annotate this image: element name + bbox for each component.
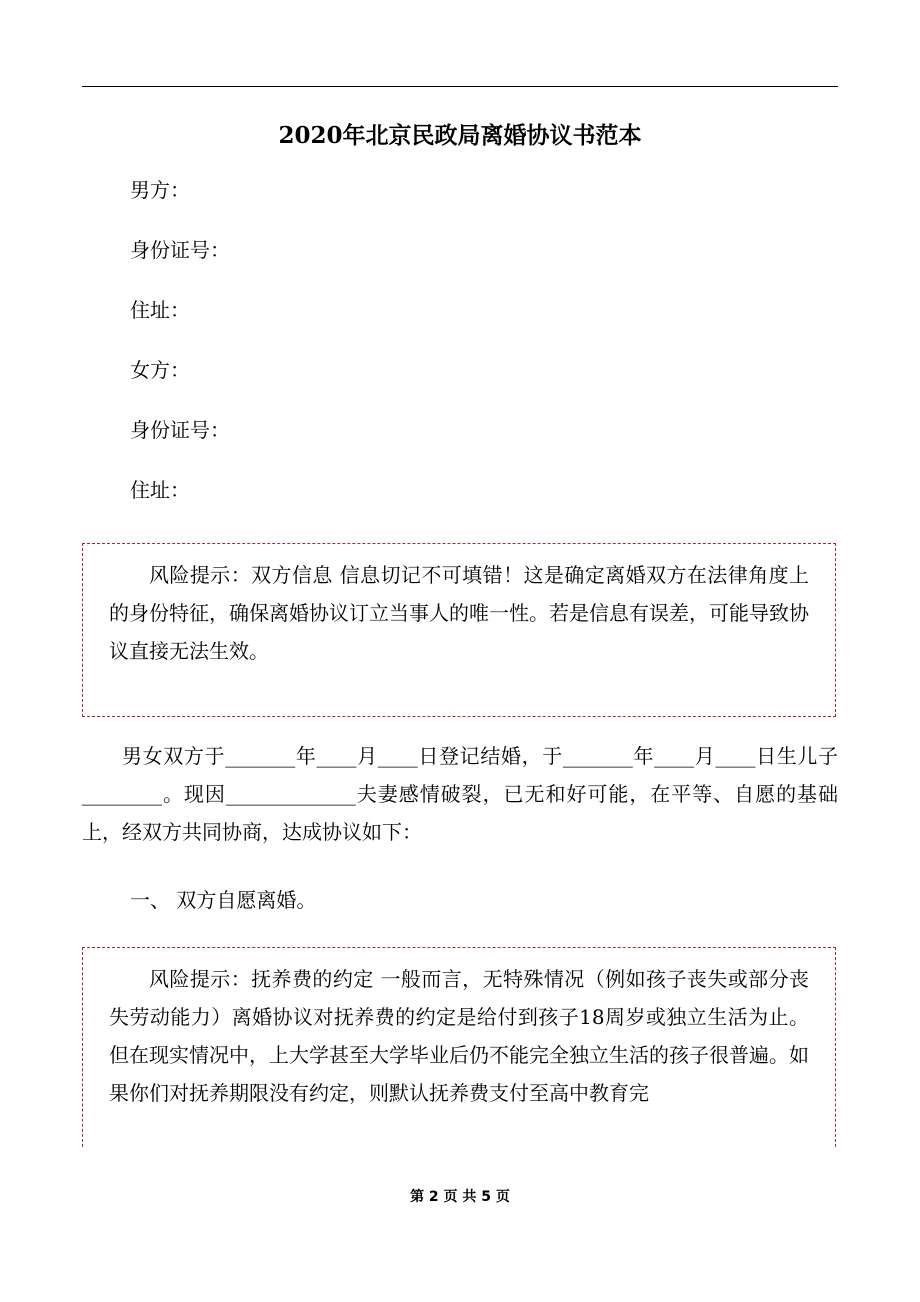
document-title: 2020年北京民政局离婚协议书范本 xyxy=(278,122,642,149)
agreement-body-paragraph: 男女双方于_______年____月____日登记结婚，于_______年____月____日生儿子________。现因_____________夫妻感情破裂，已无和好可能，在平等、自愿的基础上，经双方共同协商，达成协议如下： xyxy=(82,744,838,844)
field-female-id-number: 身份证号： xyxy=(130,418,230,442)
risk-notice-text: 风险提示：双方信息 信息切记不可填错！这是确定离婚双方在法律角度上的身份特征，确保离婚协议订立当事人的唯一性。若是信息有误差，可能导致协议直接无法生效。 xyxy=(109,563,809,663)
clause-item: 一、 双方自愿离婚。 xyxy=(130,888,317,912)
field-female-address: 住址： xyxy=(130,478,190,502)
header-rule xyxy=(82,86,838,87)
field-male-party: 男方： xyxy=(130,178,190,202)
risk-notice-text: 风险提示：抚养费的约定 一般而言，无特殊情况（例如孩子丧失或部分丧失劳动能力）离婚协议对抚养费的约定是给付到孩子18周岁或独立生活为止。但在现实情况中，上大学甚至大学毕业后仍不能完全独立生活的孩子很普遍。如果你们对抚养期限没有约定，则默认抚养费支付至高中教育完 xyxy=(109,967,809,1105)
field-male-id-number: 身份证号： xyxy=(130,238,230,262)
field-female-party: 女方： xyxy=(130,358,190,382)
page-number: 第 2 页 共 5 页 xyxy=(410,1189,510,1205)
risk-notice-box xyxy=(82,543,836,717)
risk-notice-box xyxy=(82,947,836,1147)
field-male-address: 住址： xyxy=(130,298,190,322)
